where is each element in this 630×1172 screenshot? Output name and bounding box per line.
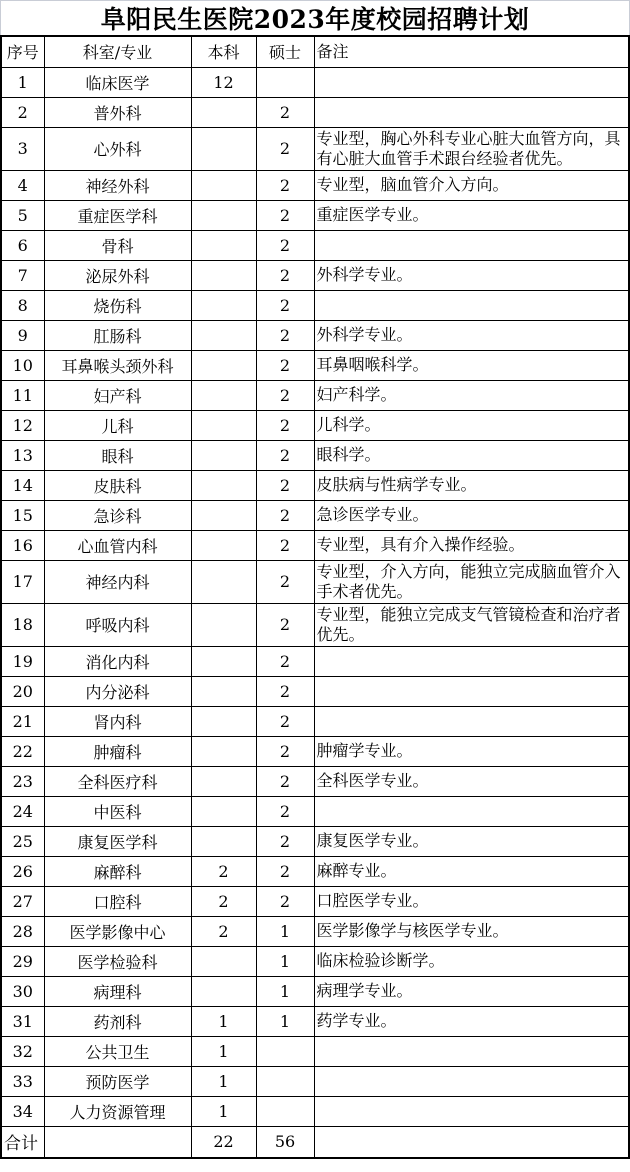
- row-index-cell: 28: [1, 916, 44, 946]
- note-cell: 专业型，胸心外科专业心脏大血管方向，具有心脏大血管手术跟台经验者优先。: [314, 127, 629, 170]
- table-row: [1, 97, 629, 127]
- bachelor-count-cell: [191, 946, 256, 976]
- master-count-cell: 2: [256, 290, 314, 320]
- table-row: [1, 796, 629, 826]
- note-cell: 专业型，脑血管介入方向。: [314, 170, 629, 200]
- page-title: 阜阳民生医院2023年度校园招聘计划: [0, 0, 630, 35]
- table-row: [1, 856, 629, 886]
- note-cell: 医学影像学与核医学专业。: [314, 916, 629, 946]
- note-cell: [314, 676, 629, 706]
- master-count-cell: 2: [256, 796, 314, 826]
- master-count-cell: 2: [256, 127, 314, 170]
- master-count-cell: 2: [256, 560, 314, 603]
- table-row: [1, 916, 629, 946]
- note-cell: [314, 97, 629, 127]
- total-bachelor-cell: 22: [191, 1126, 256, 1158]
- department-cell: 普外科: [44, 97, 191, 127]
- row-index-cell: 31: [1, 1006, 44, 1036]
- note-cell: 急诊医学专业。: [314, 500, 629, 530]
- bachelor-count-cell: 2: [191, 856, 256, 886]
- bachelor-count-cell: 1: [191, 1006, 256, 1036]
- master-count-cell: [256, 1036, 314, 1066]
- master-count-cell: 2: [256, 320, 314, 350]
- department-cell: 皮肤科: [44, 470, 191, 500]
- master-count-cell: 2: [256, 886, 314, 916]
- table-row: [1, 886, 629, 916]
- master-count-cell: 2: [256, 856, 314, 886]
- note-cell: 皮肤病与性病学专业。: [314, 470, 629, 500]
- table-header-row: [1, 36, 629, 67]
- row-index-cell: 3: [1, 127, 44, 170]
- note-cell: [314, 1096, 629, 1126]
- note-cell: 妇产科学。: [314, 380, 629, 410]
- row-index-cell: 30: [1, 976, 44, 1006]
- table-row: [1, 260, 629, 290]
- row-index-cell: 27: [1, 886, 44, 916]
- bachelor-count-cell: [191, 380, 256, 410]
- row-index-cell: 1: [1, 67, 44, 97]
- row-index-cell: 32: [1, 1036, 44, 1066]
- bachelor-count-cell: [191, 603, 256, 646]
- row-index-cell: 26: [1, 856, 44, 886]
- row-index-cell: 33: [1, 1066, 44, 1096]
- table-row: [1, 826, 629, 856]
- department-cell: 神经外科: [44, 170, 191, 200]
- master-count-cell: 2: [256, 170, 314, 200]
- table-body: [1, 67, 629, 1126]
- master-count-cell: 2: [256, 676, 314, 706]
- master-count-cell: 2: [256, 230, 314, 260]
- row-index-cell: 11: [1, 380, 44, 410]
- row-index-cell: 34: [1, 1096, 44, 1126]
- department-cell: 肾内科: [44, 706, 191, 736]
- bachelor-count-cell: 1: [191, 1036, 256, 1066]
- row-index-cell: 20: [1, 676, 44, 706]
- master-count-cell: 2: [256, 440, 314, 470]
- total-label: 合计: [1, 1126, 44, 1158]
- bachelor-count-cell: [191, 127, 256, 170]
- note-cell: [314, 706, 629, 736]
- master-count-cell: [256, 1066, 314, 1096]
- table-row: [1, 470, 629, 500]
- row-index-cell: 6: [1, 230, 44, 260]
- master-count-cell: 2: [256, 826, 314, 856]
- note-cell: 外科学专业。: [314, 260, 629, 290]
- bachelor-count-cell: [191, 410, 256, 440]
- note-cell: 肿瘤学专业。: [314, 736, 629, 766]
- bachelor-count-cell: [191, 290, 256, 320]
- total-dept-cell: [44, 1126, 191, 1158]
- department-cell: 心血管内科: [44, 530, 191, 560]
- column-header-note: 备注: [314, 36, 629, 67]
- column-header-department: 科室/专业: [44, 36, 191, 67]
- note-cell: 重症医学专业。: [314, 200, 629, 230]
- note-cell: [314, 1036, 629, 1066]
- table-row: [1, 440, 629, 470]
- department-cell: 呼吸内科: [44, 603, 191, 646]
- master-count-cell: 2: [256, 350, 314, 380]
- row-index-cell: 14: [1, 470, 44, 500]
- row-index-cell: 22: [1, 736, 44, 766]
- note-cell: [314, 230, 629, 260]
- row-index-cell: 10: [1, 350, 44, 380]
- table-row: [1, 127, 629, 170]
- row-index-cell: 16: [1, 530, 44, 560]
- row-index-cell: 19: [1, 646, 44, 676]
- bachelor-count-cell: 12: [191, 67, 256, 97]
- note-cell: 耳鼻咽喉科学。: [314, 350, 629, 380]
- note-cell: 全科医学专业。: [314, 766, 629, 796]
- department-cell: 全科医疗科: [44, 766, 191, 796]
- table-row: [1, 530, 629, 560]
- bachelor-count-cell: [191, 560, 256, 603]
- row-index-cell: 18: [1, 603, 44, 646]
- master-count-cell: 2: [256, 736, 314, 766]
- note-cell: [314, 646, 629, 676]
- table-row: [1, 290, 629, 320]
- table-row: [1, 170, 629, 200]
- master-count-cell: 2: [256, 470, 314, 500]
- row-index-cell: 23: [1, 766, 44, 796]
- master-count-cell: 2: [256, 260, 314, 290]
- bachelor-count-cell: [191, 500, 256, 530]
- master-count-cell: [256, 67, 314, 97]
- department-cell: 肛肠科: [44, 320, 191, 350]
- bachelor-count-cell: [191, 736, 256, 766]
- note-cell: 专业型，具有介入操作经验。: [314, 530, 629, 560]
- recruitment-table: [0, 35, 630, 1159]
- column-header-bachelor: 本科: [191, 36, 256, 67]
- note-cell: 药学专业。: [314, 1006, 629, 1036]
- table-row: [1, 230, 629, 260]
- column-header-index: 序号: [1, 36, 44, 67]
- department-cell: 急诊科: [44, 500, 191, 530]
- bachelor-count-cell: [191, 530, 256, 560]
- row-index-cell: 13: [1, 440, 44, 470]
- bachelor-count-cell: [191, 826, 256, 856]
- department-cell: 临床医学: [44, 67, 191, 97]
- bachelor-count-cell: [191, 646, 256, 676]
- row-index-cell: 9: [1, 320, 44, 350]
- bachelor-count-cell: [191, 796, 256, 826]
- bachelor-count-cell: 1: [191, 1066, 256, 1096]
- table-row: [1, 676, 629, 706]
- table-row: [1, 1066, 629, 1096]
- note-cell: 麻醉专业。: [314, 856, 629, 886]
- note-cell: 口腔医学专业。: [314, 886, 629, 916]
- note-cell: 眼科学。: [314, 440, 629, 470]
- master-count-cell: 2: [256, 766, 314, 796]
- master-count-cell: 1: [256, 946, 314, 976]
- master-count-cell: 2: [256, 380, 314, 410]
- row-index-cell: 29: [1, 946, 44, 976]
- row-index-cell: 17: [1, 560, 44, 603]
- table-row: [1, 200, 629, 230]
- bachelor-count-cell: [191, 706, 256, 736]
- table-row: [1, 1006, 629, 1036]
- department-cell: 心外科: [44, 127, 191, 170]
- note-cell: 康复医学专业。: [314, 826, 629, 856]
- table-row: [1, 500, 629, 530]
- note-cell: 儿科学。: [314, 410, 629, 440]
- table-row: [1, 946, 629, 976]
- bachelor-count-cell: [191, 440, 256, 470]
- note-cell: [314, 1066, 629, 1096]
- table-row: [1, 736, 629, 766]
- department-cell: 儿科: [44, 410, 191, 440]
- master-count-cell: 2: [256, 646, 314, 676]
- table-row: [1, 320, 629, 350]
- bachelor-count-cell: [191, 976, 256, 1006]
- bachelor-count-cell: 2: [191, 886, 256, 916]
- table-row: [1, 1036, 629, 1066]
- department-cell: 妇产科: [44, 380, 191, 410]
- master-count-cell: 2: [256, 500, 314, 530]
- total-master-cell: 56: [256, 1126, 314, 1158]
- row-index-cell: 15: [1, 500, 44, 530]
- bachelor-count-cell: [191, 200, 256, 230]
- total-note-cell: [314, 1126, 629, 1158]
- table-row: [1, 766, 629, 796]
- department-cell: 烧伤科: [44, 290, 191, 320]
- row-index-cell: 24: [1, 796, 44, 826]
- table-row: [1, 380, 629, 410]
- note-cell: 专业型，介入方向，能独立完成脑血管介入手术者优先。: [314, 560, 629, 603]
- note-cell: [314, 67, 629, 97]
- master-count-cell: 1: [256, 916, 314, 946]
- table-row: [1, 646, 629, 676]
- master-count-cell: 1: [256, 1006, 314, 1036]
- note-cell: 临床检验诊断学。: [314, 946, 629, 976]
- table-row: [1, 976, 629, 1006]
- department-cell: 眼科: [44, 440, 191, 470]
- row-index-cell: 5: [1, 200, 44, 230]
- department-cell: 药剂科: [44, 1006, 191, 1036]
- bachelor-count-cell: [191, 676, 256, 706]
- department-cell: 中医科: [44, 796, 191, 826]
- row-index-cell: 8: [1, 290, 44, 320]
- note-cell: [314, 290, 629, 320]
- master-count-cell: 2: [256, 603, 314, 646]
- department-cell: 骨科: [44, 230, 191, 260]
- note-cell: 病理学专业。: [314, 976, 629, 1006]
- department-cell: 神经内科: [44, 560, 191, 603]
- department-cell: 肿瘤科: [44, 736, 191, 766]
- bachelor-count-cell: [191, 260, 256, 290]
- row-index-cell: 7: [1, 260, 44, 290]
- department-cell: 内分泌科: [44, 676, 191, 706]
- table-row: [1, 1096, 629, 1126]
- department-cell: 口腔科: [44, 886, 191, 916]
- table-row: [1, 410, 629, 440]
- master-count-cell: 2: [256, 706, 314, 736]
- row-index-cell: 4: [1, 170, 44, 200]
- department-cell: 消化内科: [44, 646, 191, 676]
- bachelor-count-cell: 1: [191, 1096, 256, 1126]
- bachelor-count-cell: [191, 230, 256, 260]
- bachelor-count-cell: [191, 97, 256, 127]
- bachelor-count-cell: [191, 470, 256, 500]
- total-row: [1, 1126, 629, 1158]
- bachelor-count-cell: 2: [191, 916, 256, 946]
- department-cell: 泌尿外科: [44, 260, 191, 290]
- bachelor-count-cell: [191, 320, 256, 350]
- department-cell: 耳鼻喉头颈外科: [44, 350, 191, 380]
- table-row: [1, 560, 629, 603]
- table-row: [1, 706, 629, 736]
- table-row: [1, 603, 629, 646]
- row-index-cell: 12: [1, 410, 44, 440]
- note-cell: 外科学专业。: [314, 320, 629, 350]
- department-cell: 重症医学科: [44, 200, 191, 230]
- row-index-cell: 21: [1, 706, 44, 736]
- column-header-master: 硕士: [256, 36, 314, 67]
- master-count-cell: 1: [256, 976, 314, 1006]
- department-cell: 病理科: [44, 976, 191, 1006]
- master-count-cell: 2: [256, 530, 314, 560]
- department-cell: 康复医学科: [44, 826, 191, 856]
- department-cell: 麻醉科: [44, 856, 191, 886]
- master-count-cell: 2: [256, 410, 314, 440]
- note-cell: [314, 796, 629, 826]
- department-cell: 医学检验科: [44, 946, 191, 976]
- department-cell: 预防医学: [44, 1066, 191, 1096]
- department-cell: 公共卫生: [44, 1036, 191, 1066]
- row-index-cell: 2: [1, 97, 44, 127]
- table-row: [1, 350, 629, 380]
- bachelor-count-cell: [191, 170, 256, 200]
- master-count-cell: [256, 1096, 314, 1126]
- bachelor-count-cell: [191, 350, 256, 380]
- row-index-cell: 25: [1, 826, 44, 856]
- table-row: [1, 67, 629, 97]
- bachelor-count-cell: [191, 766, 256, 796]
- department-cell: 人力资源管理: [44, 1096, 191, 1126]
- master-count-cell: 2: [256, 97, 314, 127]
- department-cell: 医学影像中心: [44, 916, 191, 946]
- note-cell: 专业型，能独立完成支气管镜检查和治疗者优先。: [314, 603, 629, 646]
- master-count-cell: 2: [256, 200, 314, 230]
